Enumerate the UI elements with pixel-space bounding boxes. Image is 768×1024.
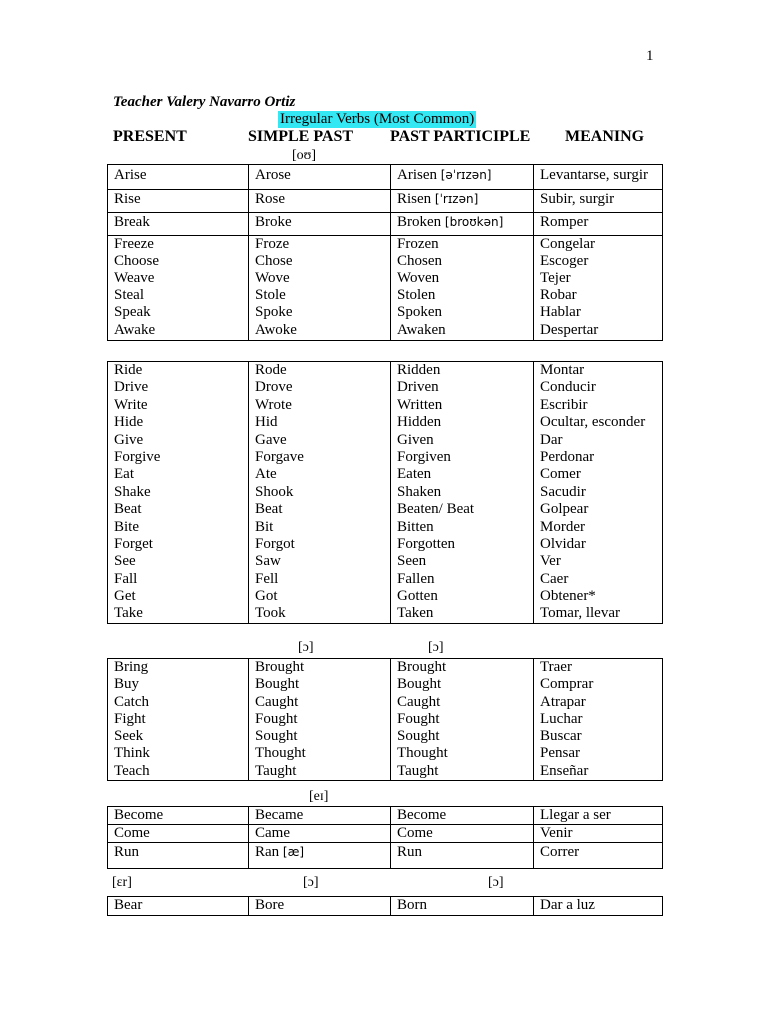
verb-table-4: [107, 806, 663, 869]
verb-row: [108, 449, 663, 466]
present-cell: Fight: [108, 711, 249, 728]
meaning-cell: Enseñar: [534, 763, 663, 781]
meaning-cell: Comprar: [534, 676, 663, 693]
past-participle-cell: Chosen: [391, 253, 534, 270]
simple-past-cell: Brought: [249, 659, 391, 677]
simple-past-cell: Bore: [249, 897, 391, 916]
meaning-cell: Congelar: [534, 236, 663, 254]
past-participle-cell: Woven: [391, 270, 534, 287]
present-cell: Run: [108, 843, 249, 869]
past-participle-cell: Awaken: [391, 322, 534, 341]
verb-row: [108, 745, 663, 762]
simple-past-cell: Came: [249, 825, 391, 843]
simple-past-cell: Awoke: [249, 322, 391, 341]
verb-row: [108, 536, 663, 553]
meaning-cell: Subir, surgir: [534, 190, 663, 213]
simple-past-cell: Rode: [249, 362, 391, 380]
verb-row: [108, 466, 663, 483]
verb-row: [108, 807, 663, 825]
meaning-cell: Dar a luz: [534, 897, 663, 916]
verb-row: [108, 484, 663, 501]
past-participle-cell: Written: [391, 397, 534, 414]
present-cell: Ride: [108, 362, 249, 380]
simple-past-cell: Ran [æ]: [249, 843, 391, 869]
present-cell: Bear: [108, 897, 249, 916]
past-participle-cell: Hidden: [391, 414, 534, 431]
simple-past-cell: Drove: [249, 379, 391, 396]
verb-row: [108, 414, 663, 431]
simple-past-cell: Wove: [249, 270, 391, 287]
present-cell: Steal: [108, 287, 249, 304]
simple-past-cell: Froze: [249, 236, 391, 254]
past-participle-cell: Seen: [391, 553, 534, 570]
meaning-cell: Montar: [534, 362, 663, 380]
present-cell: Catch: [108, 694, 249, 711]
simple-past-cell: Took: [249, 605, 391, 623]
past-participle-cell: Ridden: [391, 362, 534, 380]
past-participle-cell: Frozen: [391, 236, 534, 254]
simple-past-cell: Arose: [249, 165, 391, 190]
sound-label: [oʊ]: [292, 148, 317, 163]
simple-past-cell: Rose: [249, 190, 391, 213]
past-participle-cell: Broken [broʊkən]: [391, 213, 534, 236]
sound-label: [ɛr]: [112, 875, 132, 890]
meaning-cell: Traer: [534, 659, 663, 677]
meaning-cell: Luchar: [534, 711, 663, 728]
past-participle-cell: Bought: [391, 676, 534, 693]
verb-row: [108, 270, 663, 287]
verb-row: [108, 322, 663, 341]
verb-row: [108, 236, 663, 254]
present-cell: Become: [108, 807, 249, 825]
pronunciation: [æ]: [282, 845, 305, 859]
simple-past-cell: Taught: [249, 763, 391, 781]
simple-past-cell: Stole: [249, 287, 391, 304]
verb-row: [108, 711, 663, 728]
past-participle-cell: Forgiven: [391, 449, 534, 466]
past-participle-cell: Spoken: [391, 304, 534, 322]
meaning-cell: Sacudir: [534, 484, 663, 501]
past-participle-cell: Fought: [391, 711, 534, 728]
past-participle-cell: Risen [ˈrɪzən]: [391, 190, 534, 213]
verb-row: [108, 605, 663, 623]
present-cell: See: [108, 553, 249, 570]
verb-row: [108, 253, 663, 270]
verb-row: [108, 588, 663, 605]
verb-row: [108, 519, 663, 536]
verb-row: [108, 501, 663, 518]
sound-label: [ɔ]: [488, 875, 504, 890]
simple-past-cell: Chose: [249, 253, 391, 270]
simple-past-cell: Got: [249, 588, 391, 605]
present-cell: Fall: [108, 571, 249, 588]
sound-label: [ɔ]: [303, 875, 319, 890]
meaning-cell: Atrapar: [534, 694, 663, 711]
meaning-cell: Levantarse, surgir: [534, 165, 663, 190]
simple-past-cell: Thought: [249, 745, 391, 762]
past-participle-cell: Arisen [əˈrɪzən]: [391, 165, 534, 190]
present-cell: Arise: [108, 165, 249, 190]
verb-row: [108, 694, 663, 711]
meaning-cell: Golpear: [534, 501, 663, 518]
present-cell: Drive: [108, 379, 249, 396]
present-cell: Rise: [108, 190, 249, 213]
simple-past-cell: Wrote: [249, 397, 391, 414]
meaning-cell: Romper: [534, 213, 663, 236]
header-meaning: MEANING: [565, 128, 645, 145]
present-cell: Freeze: [108, 236, 249, 254]
meaning-cell: Correr: [534, 843, 663, 869]
simple-past-cell: Bought: [249, 676, 391, 693]
simple-past-cell: Forgot: [249, 536, 391, 553]
document-title: Irregular Verbs (Most Common): [280, 111, 475, 127]
present-cell: Write: [108, 397, 249, 414]
past-participle-cell: Caught: [391, 694, 534, 711]
past-participle-cell: Beaten/ Beat: [391, 501, 534, 518]
meaning-cell: Escoger: [534, 253, 663, 270]
past-participle-cell: Gotten: [391, 588, 534, 605]
present-cell: Buy: [108, 676, 249, 693]
sound-label: [ɔ]: [298, 640, 314, 655]
page-number: 1: [646, 48, 654, 64]
present-cell: Shake: [108, 484, 249, 501]
simple-past-cell: Saw: [249, 553, 391, 570]
past-participle-cell: Taken: [391, 605, 534, 623]
pronunciation: [broʊkən]: [444, 215, 504, 229]
verb-row: [108, 190, 663, 213]
sound-label: [ɔ]: [428, 640, 444, 655]
present-cell: Eat: [108, 466, 249, 483]
verb-row: [108, 432, 663, 449]
meaning-cell: Despertar: [534, 322, 663, 341]
verb-table-5: [107, 896, 663, 916]
simple-past-cell: Became: [249, 807, 391, 825]
past-participle-cell: Taught: [391, 763, 534, 781]
header-past-participle: PAST PARTICIPLE: [390, 128, 531, 145]
past-participle-cell: Fallen: [391, 571, 534, 588]
present-cell: Bite: [108, 519, 249, 536]
verb-row: [108, 825, 663, 843]
sound-label: [eɪ]: [309, 789, 329, 804]
meaning-cell: Pensar: [534, 745, 663, 762]
past-participle-cell: Bitten: [391, 519, 534, 536]
meaning-cell: Ocultar, esconder: [534, 414, 663, 431]
verb-row: [108, 571, 663, 588]
simple-past-cell: Hid: [249, 414, 391, 431]
past-participle-cell: Brought: [391, 659, 534, 677]
meaning-cell: Venir: [534, 825, 663, 843]
past-participle-cell: Forgotten: [391, 536, 534, 553]
present-cell: Weave: [108, 270, 249, 287]
simple-past-cell: Shook: [249, 484, 391, 501]
verb-row: [108, 213, 663, 236]
past-participle-cell: Given: [391, 432, 534, 449]
meaning-cell: Buscar: [534, 728, 663, 745]
simple-past-cell: Caught: [249, 694, 391, 711]
verb-row: [108, 379, 663, 396]
meaning-cell: Ver: [534, 553, 663, 570]
verb-row: [108, 397, 663, 414]
verb-row: [108, 553, 663, 570]
pronunciation: [əˈrɪzən]: [440, 168, 492, 182]
verb-table-2: [107, 361, 663, 624]
simple-past-cell: Spoke: [249, 304, 391, 322]
past-participle-cell: Sought: [391, 728, 534, 745]
past-participle-cell: Eaten: [391, 466, 534, 483]
present-cell: Bring: [108, 659, 249, 677]
meaning-cell: Olvidar: [534, 536, 663, 553]
present-cell: Come: [108, 825, 249, 843]
meaning-cell: Llegar a ser: [534, 807, 663, 825]
past-participle-cell: Stolen: [391, 287, 534, 304]
present-cell: Awake: [108, 322, 249, 341]
past-participle-cell: Shaken: [391, 484, 534, 501]
meaning-cell: Perdonar: [534, 449, 663, 466]
teacher-name: Teacher Valery Navarro Ortiz: [113, 94, 296, 110]
simple-past-cell: Sought: [249, 728, 391, 745]
present-cell: Take: [108, 605, 249, 623]
simple-past-cell: Bit: [249, 519, 391, 536]
present-cell: Teach: [108, 763, 249, 781]
verb-row: [108, 676, 663, 693]
header-simple-past: SIMPLE PAST: [248, 128, 354, 145]
meaning-cell: Dar: [534, 432, 663, 449]
present-cell: Hide: [108, 414, 249, 431]
meaning-cell: Caer: [534, 571, 663, 588]
present-cell: Give: [108, 432, 249, 449]
present-cell: Think: [108, 745, 249, 762]
present-cell: Speak: [108, 304, 249, 322]
past-participle-cell: Thought: [391, 745, 534, 762]
meaning-cell: Escribir: [534, 397, 663, 414]
pronunciation: [ˈrɪzən]: [434, 192, 479, 206]
past-participle-cell: Driven: [391, 379, 534, 396]
meaning-cell: Morder: [534, 519, 663, 536]
present-cell: Forget: [108, 536, 249, 553]
past-participle-cell: Come: [391, 825, 534, 843]
present-cell: Seek: [108, 728, 249, 745]
verb-row: [108, 843, 663, 869]
verb-row: [108, 304, 663, 322]
meaning-cell: Tejer: [534, 270, 663, 287]
present-cell: Forgive: [108, 449, 249, 466]
verb-table-3: [107, 658, 663, 781]
verb-row: [108, 165, 663, 190]
simple-past-cell: Ate: [249, 466, 391, 483]
past-participle-cell: Become: [391, 807, 534, 825]
meaning-cell: Tomar, llevar: [534, 605, 663, 623]
simple-past-cell: Broke: [249, 213, 391, 236]
simple-past-cell: Fell: [249, 571, 391, 588]
present-cell: Beat: [108, 501, 249, 518]
verb-row: [108, 763, 663, 781]
verb-table-1: [107, 164, 663, 341]
verb-row: [108, 659, 663, 677]
verb-row: [108, 897, 663, 916]
simple-past-cell: Fought: [249, 711, 391, 728]
present-cell: Choose: [108, 253, 249, 270]
past-participle-cell: Born: [391, 897, 534, 916]
verb-row: [108, 287, 663, 304]
header-present: PRESENT: [113, 128, 187, 145]
past-participle-cell: Run: [391, 843, 534, 869]
present-cell: Break: [108, 213, 249, 236]
simple-past-cell: Forgave: [249, 449, 391, 466]
meaning-cell: Comer: [534, 466, 663, 483]
meaning-cell: Obtener*: [534, 588, 663, 605]
meaning-cell: Robar: [534, 287, 663, 304]
present-cell: Get: [108, 588, 249, 605]
verb-row: [108, 728, 663, 745]
simple-past-cell: Gave: [249, 432, 391, 449]
verb-row: [108, 362, 663, 380]
meaning-cell: Hablar: [534, 304, 663, 322]
simple-past-cell: Beat: [249, 501, 391, 518]
meaning-cell: Conducir: [534, 379, 663, 396]
